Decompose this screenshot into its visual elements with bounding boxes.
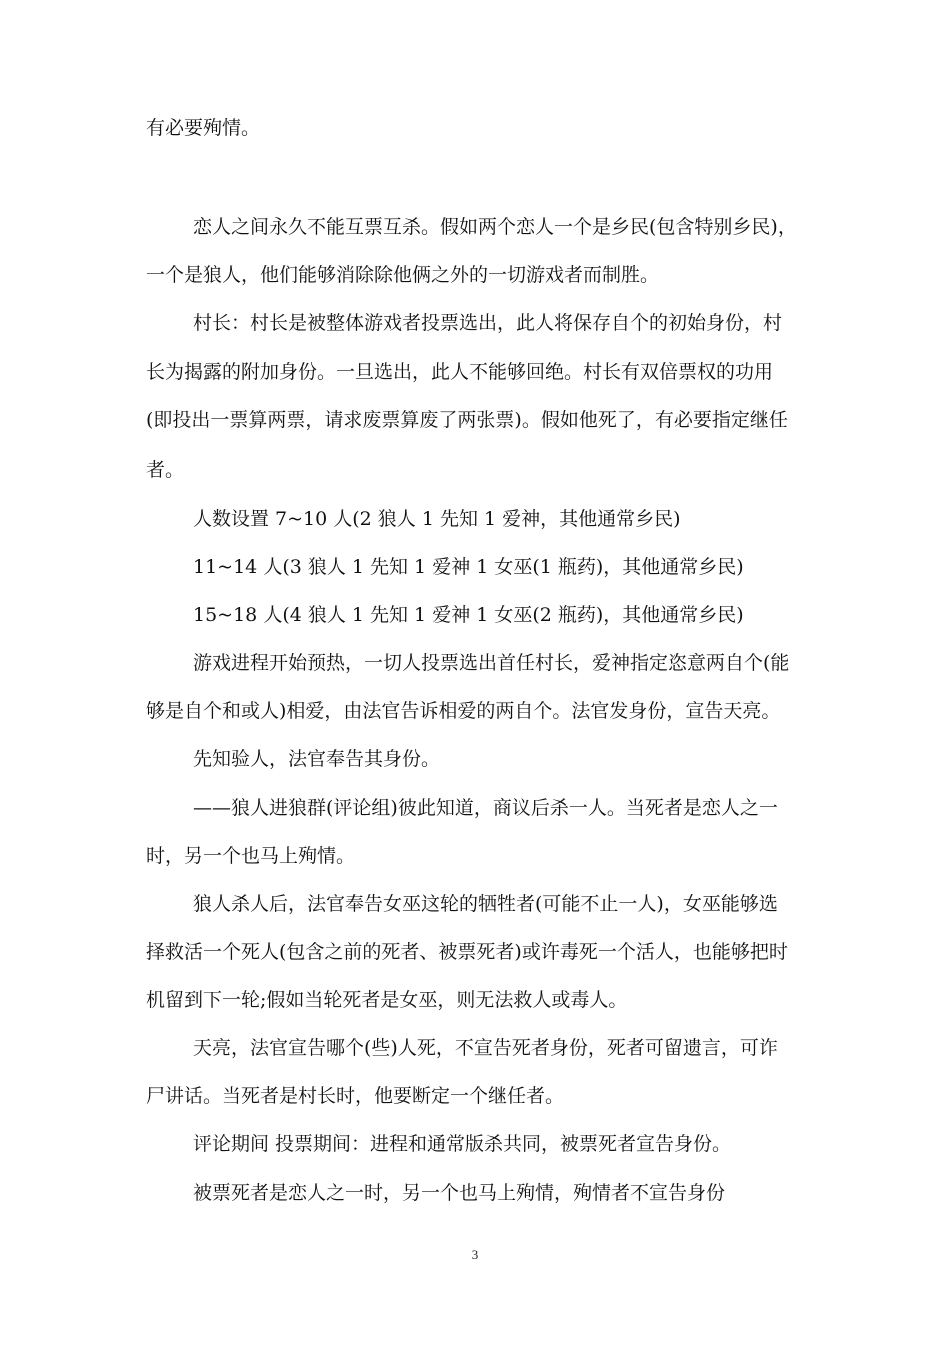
text-line: 时，另一个也马上殉情。 xyxy=(146,845,356,867)
text-line: 者。 xyxy=(146,459,185,481)
text-line: 恋人之间永久不能互票互杀。假如两个恋人一个是乡民(包含特别乡民)， xyxy=(193,216,797,238)
text-line: 择救活一个死人(包含之前的死者、被票死者)或许毒死一个活人，也能够把时 xyxy=(146,941,788,963)
text-line: 够是自个和或人)相爱，由法官告诉相爱的两自个。法官发身份，宣告天亮。 xyxy=(146,700,781,722)
text-line: (即投出一票算两票，请求废票算废了两张票)。假如他死了，有必要指定继任 xyxy=(146,409,788,431)
page-number: 3 xyxy=(471,1247,479,1262)
text-line: 有必要殉情。 xyxy=(146,117,261,139)
text-line: 先知验人，法官奉告其身份。 xyxy=(193,748,441,770)
text-line: 一个是狼人，他们能够消除除他俩之外的一切游戏者而制胜。 xyxy=(146,264,660,286)
text-line: 机留到下一轮;假如当轮死者是女巫，则无法救人或毒人。 xyxy=(146,989,628,1011)
text-line: 长为揭露的附加身份。一旦选出，此人不能够回绝。村长有双倍票权的功用 xyxy=(146,361,774,383)
text-line: 天亮，法官宣告哪个(些)人死，不宣告死者身份，死者可留遗言，可诈 xyxy=(193,1037,778,1059)
text-line: 评论期间 投票期间：进程和通常版杀共同，被票死者宣告身份。 xyxy=(193,1133,732,1155)
text-line: 15~18 人(4 狼人 1 先知 1 爱神 1 女巫(2 瓶药)，其他通常乡民) xyxy=(193,604,744,626)
text-line: 尸讲话。当死者是村长时，他要断定一个继任者。 xyxy=(146,1085,565,1107)
text-line: ——狼人进狼群(评论组)彼此知道，商议后杀一人。当死者是恋人之一 xyxy=(193,797,778,819)
text-line: 村长：村长是被整体游戏者投票选出，此人将保存自个的初始身份，村 xyxy=(193,312,783,334)
text-line: 人数设置 7~10 人(2 狼人 1 先知 1 爱神，其他通常乡民) xyxy=(193,508,681,530)
text-line: 狼人杀人后，法官奉告女巫这轮的牺牲者(可能不止一人)，女巫能够选 xyxy=(193,893,778,915)
text-line: 被票死者是恋人之一时，另一个也马上殉情，殉情者不宣告身份 xyxy=(193,1182,726,1204)
text-line: 11~14 人(3 狼人 1 先知 1 爱神 1 女巫(1 瓶药)，其他通常乡民) xyxy=(193,556,744,578)
text-line: 游戏进程开始预热，一切人投票选出首任村长，爱神指定恣意两自个(能 xyxy=(193,652,790,674)
